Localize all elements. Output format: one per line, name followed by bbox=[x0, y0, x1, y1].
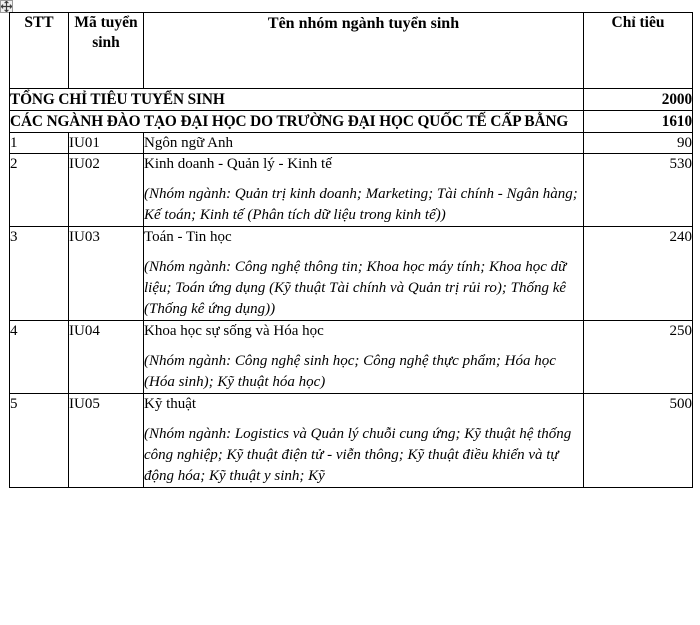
row-index: 1 bbox=[10, 133, 69, 154]
major-group-detail: (Nhóm ngành: Logistics và Quản lý chuỗi cung ứng; Kỹ thuật hệ thống công nghiệp; Kỹ thuật điện tử - viễn thông; Kỹ thuật điều khiển và tự động hóa; Kỹ thuật y sinh; Kỹ bbox=[144, 425, 572, 485]
row-quota: 530 bbox=[584, 154, 693, 227]
row-code: IU01 bbox=[69, 133, 144, 154]
row-index: 5 bbox=[10, 394, 69, 488]
column-header-quota: Chỉ tiêu bbox=[584, 13, 693, 89]
row-name-cell bbox=[144, 394, 584, 488]
table-row-iu-degree-programs bbox=[10, 111, 693, 133]
row-code: IU04 bbox=[69, 321, 144, 394]
major-group-title: Ngôn ngữ Anh bbox=[144, 135, 233, 152]
table-row bbox=[10, 227, 693, 321]
iu-degree-programs-label: CÁC NGÀNH ĐÀO TẠO ĐẠI HỌC DO TRƯỜNG ĐẠI HỌC QUỐC TẾ CẤP BẰNG bbox=[10, 111, 584, 133]
table-row bbox=[10, 394, 693, 488]
major-group-title: Toán - Tin học bbox=[144, 229, 232, 246]
row-name-cell bbox=[144, 154, 584, 227]
major-group-detail: (Nhóm ngành: Công nghệ thông tin; Khoa học máy tính; Khoa học dữ liệu; Toán ứng dụng (Kỹ thuật Tài chính và Quản trị rủi ro); Thống kê (Thống kê ứng dụng)) bbox=[144, 258, 567, 318]
table-row-total-quota bbox=[10, 89, 693, 111]
total-quota-value: 2000 bbox=[584, 89, 693, 111]
row-name-cell bbox=[144, 321, 584, 394]
column-header-stt: STT bbox=[10, 13, 69, 89]
table-row bbox=[10, 154, 693, 227]
row-code: IU02 bbox=[69, 154, 144, 227]
move-cross-icon bbox=[1, 1, 12, 12]
row-quota: 90 bbox=[584, 133, 693, 154]
table-row bbox=[10, 133, 693, 154]
row-index: 3 bbox=[10, 227, 69, 321]
column-header-name: Tên nhóm ngành tuyển sinh bbox=[144, 13, 584, 89]
row-index: 2 bbox=[10, 154, 69, 227]
table-row bbox=[10, 321, 693, 394]
row-quota: 250 bbox=[584, 321, 693, 394]
row-name-cell bbox=[144, 227, 584, 321]
table-header-row bbox=[10, 13, 693, 89]
row-code: IU03 bbox=[69, 227, 144, 321]
major-group-title: Kinh doanh - Quản lý - Kinh tế bbox=[144, 156, 332, 173]
row-name-cell bbox=[144, 133, 584, 154]
row-quota: 240 bbox=[584, 227, 693, 321]
major-group-detail: (Nhóm ngành: Công nghệ sinh học; Công nghệ thực phẩm; Hóa học (Hóa sinh); Kỹ thuật hóa học) bbox=[144, 352, 556, 390]
row-quota: 500 bbox=[584, 394, 693, 488]
major-group-title: Kỹ thuật bbox=[144, 396, 197, 413]
row-index: 4 bbox=[10, 321, 69, 394]
iu-degree-programs-value: 1610 bbox=[584, 111, 693, 133]
admissions-quota-table bbox=[9, 12, 693, 488]
row-code: IU05 bbox=[69, 394, 144, 488]
major-group-detail: (Nhóm ngành: Quản trị kinh doanh; Marketing; Tài chính - Ngân hàng; Kế toán; Kinh tế (Phân tích dữ liệu trong kinh tế)) bbox=[144, 185, 578, 224]
total-quota-label: TỔNG CHỈ TIÊU TUYỂN SINH bbox=[10, 89, 584, 111]
column-header-code: Mã tuyển sinh bbox=[69, 13, 144, 89]
major-group-title: Khoa học sự sống và Hóa học bbox=[144, 323, 324, 340]
